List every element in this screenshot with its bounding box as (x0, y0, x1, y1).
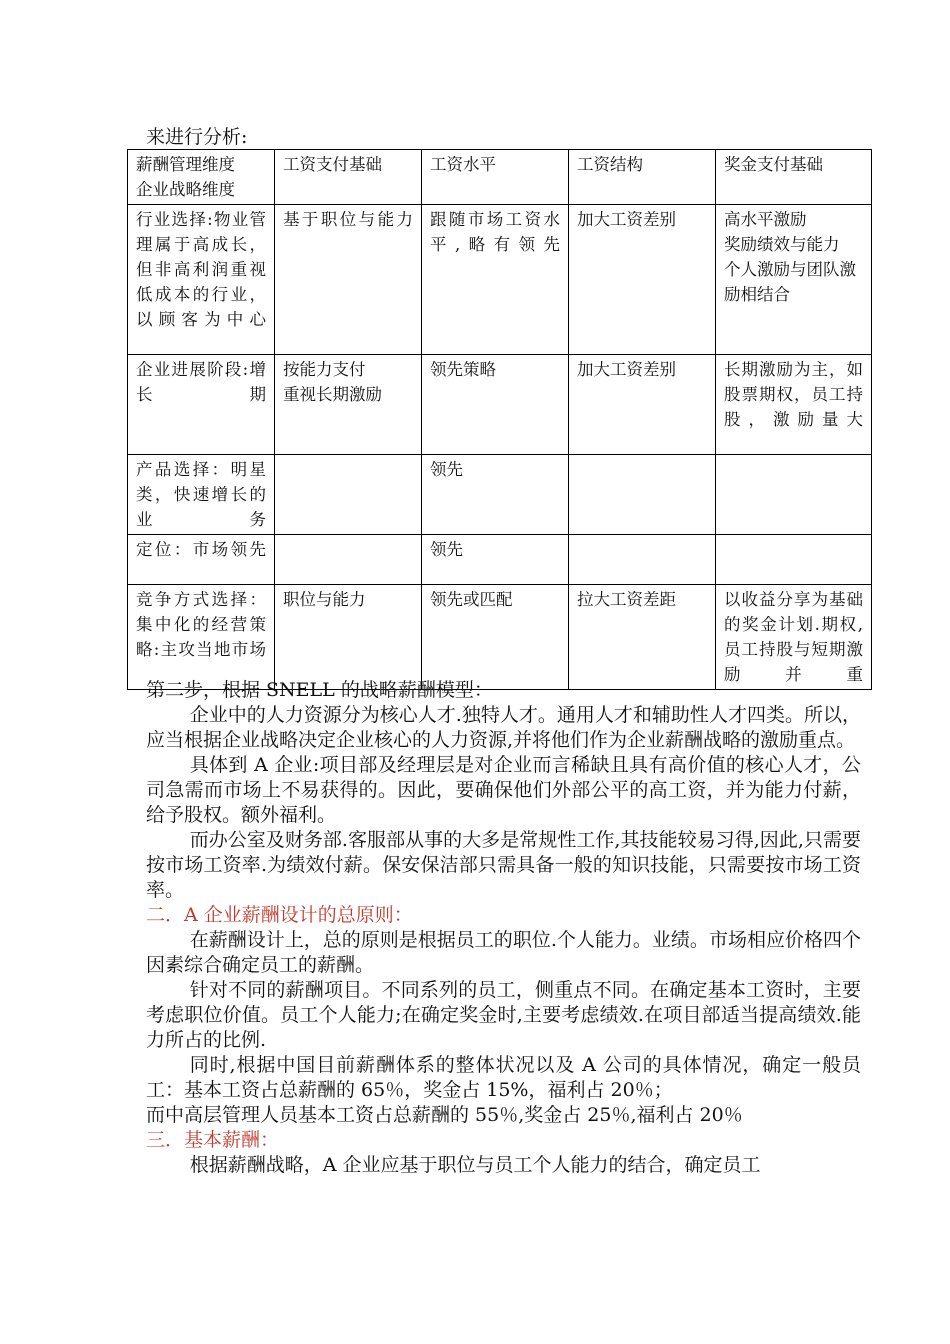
table-cell: 职位与能力 (275, 585, 422, 690)
paragraph: 而中高层管理人员基本工资占总薪酬的 55％,奖金占 25％,福利占 20％ (146, 1104, 743, 1126)
cell-line: 高水平激励 (724, 210, 807, 229)
paragraph: 根据薪酬战略，A 企业应基于职位与员工个人能力的结合，确定员工 (189, 1154, 761, 1176)
strategy-table (127, 149, 872, 690)
table-cell (716, 205, 872, 355)
section-heading: 三．基本薪酬： (146, 1129, 280, 1151)
cell-line: 个人激励与团队激励相结合 (724, 260, 856, 304)
table-cell (275, 455, 422, 535)
header-cell: 奖金支付基础 (716, 150, 872, 205)
row-dimension-cell: 产品选择：明星类，快速增长的业务 (128, 455, 275, 535)
table-cell: 基于职位与能力 (275, 205, 422, 355)
table-cell (275, 355, 422, 455)
table-row (128, 205, 872, 355)
table-cell: 长期激励为主，如股票期权，员工持股，激励量大 (716, 355, 872, 455)
paragraph: 针对不同的薪酬项目。不同系列的员工，侧重点不同。在确定基本工资时，主要考虑职位价值。员工个人能力;在确定奖金时,主要考虑绩效.在项目部适当提高绩效.能力所占的比例. (146, 979, 861, 1051)
header-cell: 工资支付基础 (275, 150, 422, 205)
table-cell: 领先 (422, 535, 569, 585)
table-row (128, 585, 872, 690)
cell-line: 重视长期激励 (283, 385, 382, 404)
intro-line: 来进行分析: (146, 126, 248, 148)
row-dimension-cell: 竞争方式选择：集中化的经营策略:主攻当地市场 (128, 585, 275, 690)
paragraph: 同时,根据中国目前薪酬体系的整体状况以及 A 公司的具体情况，确定一般员工：基本工资占总薪酬的 65％，奖金占 15%，福利占 20％； (146, 1054, 861, 1101)
table-cell (569, 535, 716, 585)
table-row (128, 355, 872, 455)
table-row (128, 535, 872, 585)
paragraph: 而办公室及财务部.客服部从事的大多是常规性工作,其技能较易习得,因此,只需要按市场工资率.为绩效付薪。保安保洁部只需具备一般的知识技能，只需要按市场工资率。 (146, 829, 861, 901)
table-cell: 领先 (422, 455, 569, 535)
table-cell (275, 535, 422, 585)
table-cell (716, 455, 872, 535)
body-text (146, 678, 861, 1178)
table-row (128, 455, 872, 535)
table-cell: 拉大工资差距 (569, 585, 716, 690)
paragraph: 企业中的人力资源分为核心人才.独特人才。通用人才和辅助性人才四类。所以，应当根据企业战略决定企业核心的人力资源,并将他们作为企业薪酬战略的激励重点。 (146, 704, 861, 751)
header-line: 企业战略维度 (136, 180, 235, 199)
table-cell (716, 535, 872, 585)
header-line: 薪酬管理维度 (136, 155, 235, 174)
row-dimension-cell: 定位：市场领先 (128, 535, 275, 585)
table-cell: 领先策略 (422, 355, 569, 455)
table-cell: 跟随市场工资水平,略有领先 (422, 205, 569, 355)
table-cell: 加大工资差别 (569, 205, 716, 355)
row-dimension-cell: 行业选择:物业管理属于高成长，但非高利润重视低成本的行业，以顾客为中心 (128, 205, 275, 355)
header-cell: 工资结构 (569, 150, 716, 205)
cell-line: 按能力支付 (283, 360, 366, 379)
paragraph: 具体到 A 企业:项目部及经理层是对企业而言稀缺且具有高价值的核心人才，公司急需而市场上不易获得的。因此，要确保他们外部公平的高工资，并为能力付薪，给予股权。额外福利。 (146, 754, 861, 826)
table-cell: 加大工资差别 (569, 355, 716, 455)
table-header-row (128, 150, 872, 205)
table-cell: 以收益分享为基础的奖金计划.期权,员工持股与短期激励并重 (716, 585, 872, 690)
header-cell: 工资水平 (422, 150, 569, 205)
row-dimension-cell: 企业进展阶段:增长期 (128, 355, 275, 455)
paragraph: 在薪酬设计上，总的原则是根据员工的职位.个人能力。业绩。市场相应价格四个因素综合确定员工的薪酬。 (146, 929, 861, 976)
header-cell-dimensions (128, 150, 275, 205)
section-heading: 二．A 企业薪酬设计的总原则： (146, 904, 413, 926)
step-two-line: 第二步，根据 SNELL 的战略薪酬模型： (146, 679, 493, 701)
cell-line: 奖励绩效与能力 (724, 235, 840, 254)
table-cell (569, 455, 716, 535)
table-cell: 领先或匹配 (422, 585, 569, 690)
